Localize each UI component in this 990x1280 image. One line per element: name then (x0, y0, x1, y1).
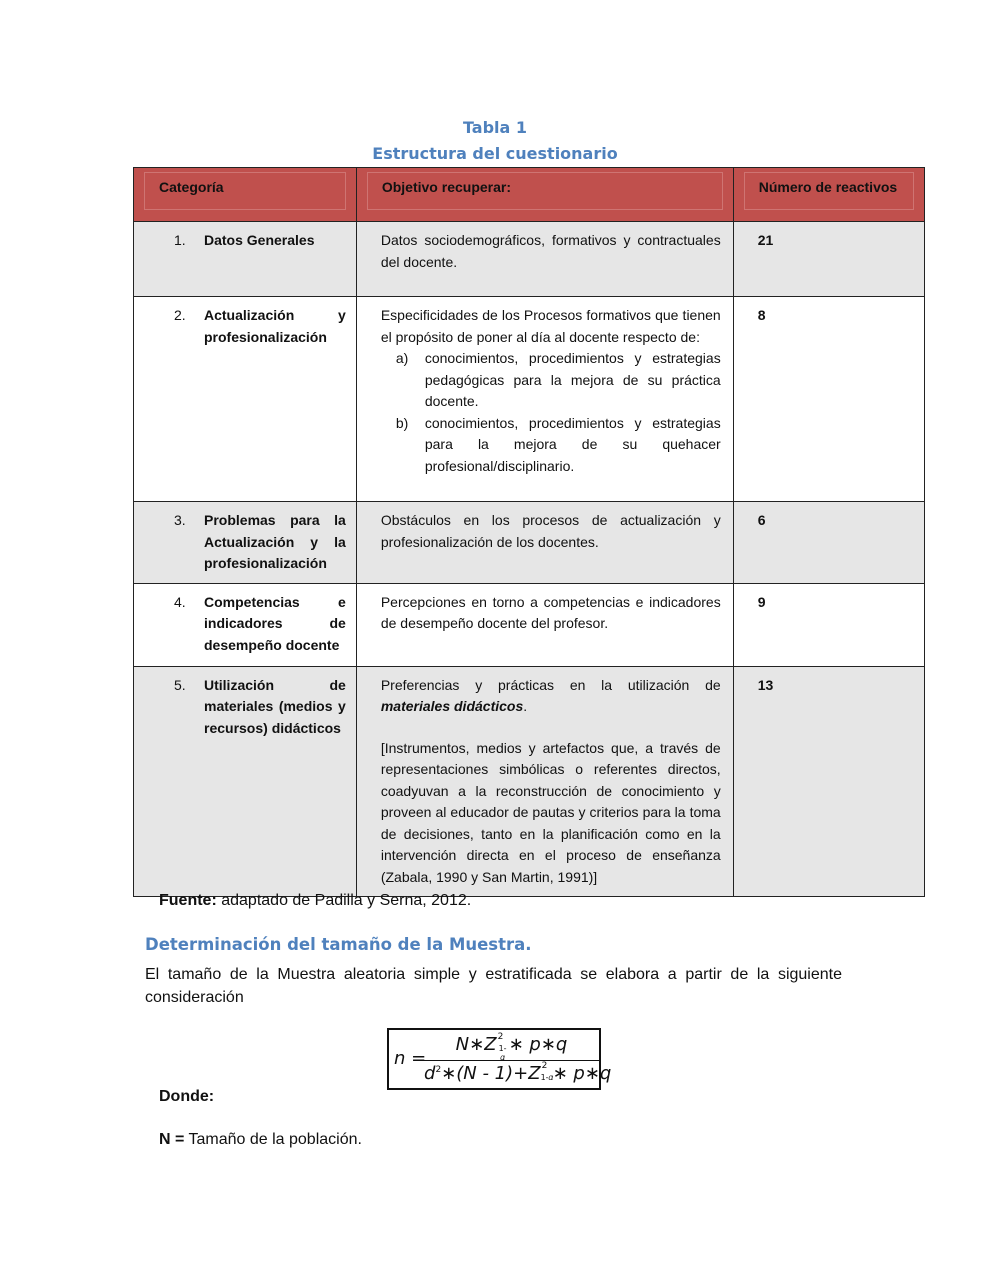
row-category: Datos Generales (204, 232, 315, 248)
header-objetivo: Objetivo recuperar: (367, 172, 723, 210)
section-title: Determinación del tamaño de la Muestra. (145, 935, 532, 954)
table-row (134, 502, 925, 584)
list-marker: b) (395, 414, 409, 431)
header-numero: Número de reactivos (744, 172, 914, 210)
list-marker: a) (395, 350, 409, 366)
row-objective: Preferencias y prácticas en la utilización de materiales didácticos. (380, 676, 721, 714)
questionnaire-table (133, 167, 925, 897)
row-number: 4. (174, 593, 186, 610)
row-objective: Datos sociodemográficos, formativos y contractuales del docente. (380, 232, 721, 270)
list-item (396, 348, 721, 413)
list-item-text: conocimientos, procedimientos y estrategias para la mejora de su quehacer profesional/disciplinario. (424, 414, 721, 474)
table-row (134, 583, 925, 666)
table-source: Fuente: adaptado de Padilla y Serna, 2012. (159, 892, 472, 909)
row-count: 8 (757, 307, 766, 323)
list-item-text: conocimientos, procedimientos y estrategias pedagógicas para la mejora de su práctica docente. (424, 350, 721, 409)
row-count: 9 (757, 593, 766, 610)
formula-fraction (424, 1032, 612, 1084)
table-caption-title: Estructura del cuestionario (372, 144, 618, 163)
sample-size-formula (387, 1028, 612, 1090)
row-number: 2. (174, 307, 186, 323)
row-count: 6 (757, 512, 766, 528)
list-item (396, 413, 721, 478)
row-count: 21 (757, 232, 774, 248)
row-objective: Percepciones en torno a competencias e indicadores de desempeño docente del profesor. (380, 593, 721, 631)
definition-n: N = Tamaño de la población. (159, 1131, 362, 1148)
row-objective: Obstáculos en los procesos de actualización y profesionalización de los docentes. (380, 512, 721, 550)
row-count: 13 (757, 676, 774, 693)
row-objective-definition: [Instrumentos, medios y artefactos que, a través de representaciones simbólicas o referentes directos, coadyuvan a la reconstrucción de conocimiento y proveen al educador de pautas y criterios para la toma de decisiones, tanto en la planificación como en la intervención directa en el proceso de enseñanza (Zabala, 1990 y San Martin, 1991)] (380, 739, 721, 885)
formula-lhs: n = (394, 1048, 427, 1069)
row-category: Utilización de materiales (medios y recursos) didácticos (204, 676, 346, 736)
table-caption-number: Tabla 1 (462, 118, 528, 137)
section-paragraph: El tamaño de la Muestra aleatoria simple y estratificada se elabora a partir de la siguiente consideración (145, 966, 842, 1006)
row-category: Problemas para la Actualización y la profesionalización (204, 512, 346, 571)
table-row (134, 222, 925, 297)
row-number: 3. (174, 512, 186, 528)
row-category: Competencias e indicadores de desempeño docente (204, 593, 346, 653)
row-objective: Especificidades de los Procesos formativos que tienen el propósito de poner al día al docente respecto de: (380, 307, 721, 345)
header-categoria: Categoría (144, 172, 346, 210)
fraction-bar (424, 1060, 599, 1061)
row-number: 5. (174, 676, 186, 693)
formula-numerator: N∗Z 2 1-𝛼 ∗ p∗q (455, 1032, 568, 1062)
formula-denominator: $d^2∗(N - 1)+Z$ 2 1-𝛼 ∗ p∗q (424, 1061, 612, 1084)
emphasis-materiales: materiales didácticos (380, 698, 524, 714)
donde-label: Donde: (159, 1088, 215, 1105)
table-row (134, 297, 925, 502)
table-header-row (134, 168, 925, 222)
row-number: 1. (174, 232, 186, 248)
table-row (134, 666, 925, 897)
row-category: Actualización y profesionalización (204, 307, 346, 345)
